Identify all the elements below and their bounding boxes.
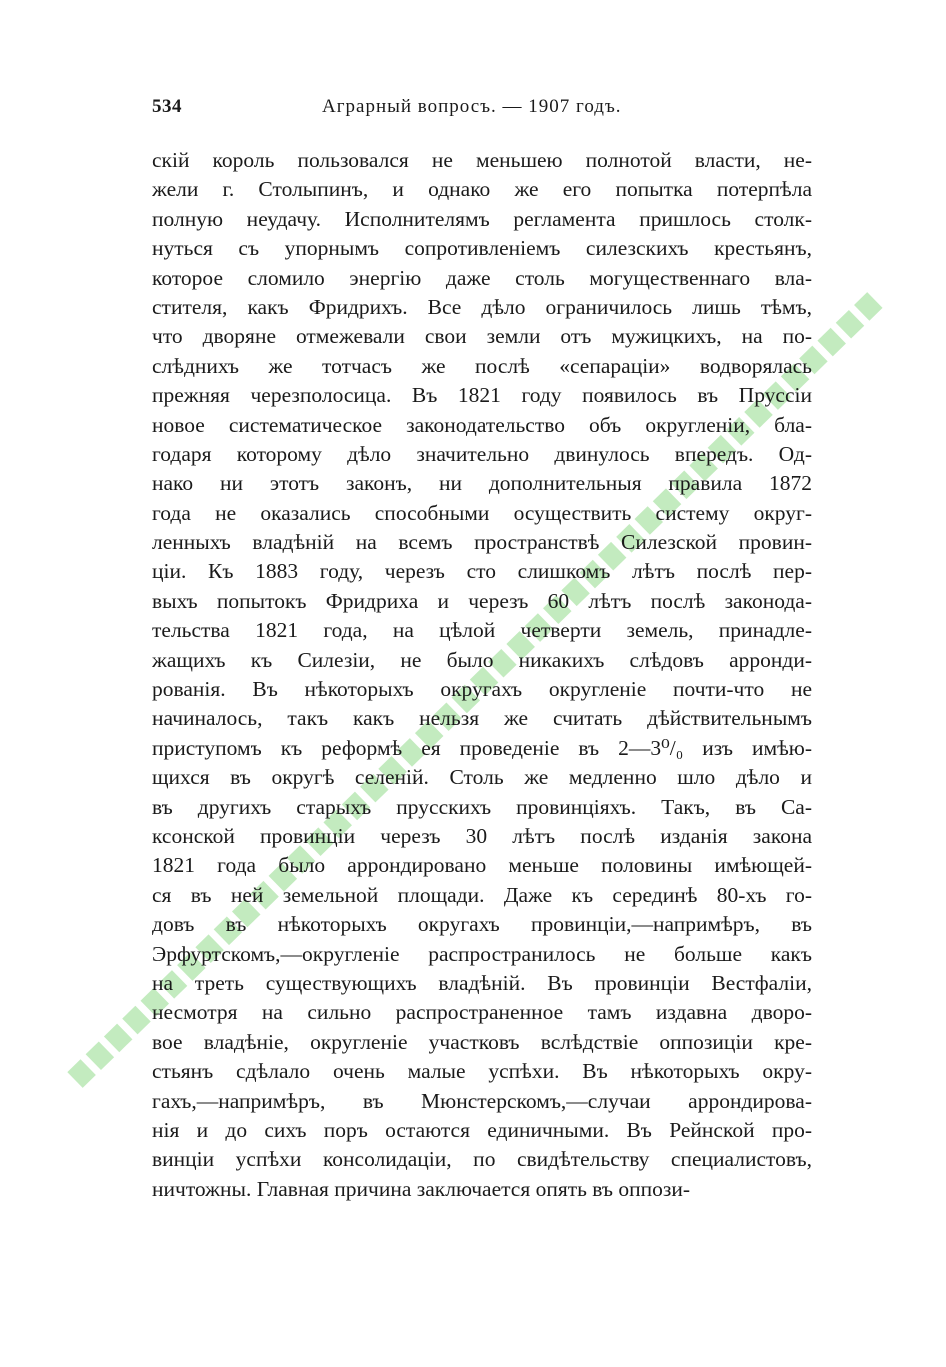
text-line: вое владѣніе, округленіе участковъ вслѣдствіе оппозиціи кре- <box>152 1029 812 1054</box>
watermark-dash <box>825 336 838 349</box>
text-line: нуться съ упорнымъ сопротивленіемъ силезскихъ крестьянъ, <box>152 236 812 261</box>
text-line: прежняя черезполосица. Въ 1821 году появилось въ Пруссіи <box>152 383 812 408</box>
text-line: стьянъ сдѣлало очень малые успѣхи. Въ нѣкоторыхъ окру- <box>152 1059 812 1084</box>
text-line: въ другихъ старыхъ прусскихъ провинціяхъ. Такъ, въ Са- <box>152 794 812 819</box>
text-line: 1821 года было аррондировано меньше половины имѣющей- <box>152 853 812 878</box>
text-line: жащихъ къ Силезіи, не было никакихъ слѣдовъ арронди- <box>152 647 812 672</box>
text-line: на треть существующихъ владѣній. Въ провинціи Вестфаліи, <box>152 970 812 995</box>
text-line: новое систематическое законодательство объ округленіи, бла- <box>152 412 812 437</box>
text-line: щихся въ округѣ селеній. Столь же медленно шло дѣло и <box>152 765 812 790</box>
text-line: полную неудачу. Исполнителямъ регламента пришлось столк- <box>152 206 812 231</box>
text-line: слѣднихъ же тотчасъ же послѣ «сепараціи» водворялась <box>152 353 812 378</box>
text-line: гахъ,—напримѣръ, въ Мюнстерскомъ,—случаи аррондирова- <box>152 1088 812 1113</box>
text-line: нако ни этотъ законъ, ни дополнительныя правила 1872 <box>152 471 812 496</box>
text-line: ничтожны. Главная причина заключается опять въ оппози- <box>152 1176 691 1201</box>
text-line: Эрфуртскомъ,—округленіе распространилось не больше какъ <box>152 941 812 966</box>
text-line: ціи. Къ 1883 году, черезъ сто слишкомъ лѣтъ послѣ пер- <box>152 559 812 584</box>
watermark-dash <box>862 300 875 313</box>
watermark-dash <box>130 1014 143 1027</box>
text-line: несмотря на сильно распространенное тамъ издавна дворо- <box>152 1000 812 1025</box>
text-line: рованія. Въ нѣкоторыхъ округахъ округленіе почти-что не <box>152 677 812 702</box>
text-line: приступомъ къ реформѣ ея проведеніе въ 2—3⁰/₀ изъ имѣю- <box>152 735 812 760</box>
text-line: начиналось, такъ какъ нельзя же считать дѣйствительнымъ <box>152 706 812 731</box>
text-line: нія и до сихъ поръ остаются единичными. Въ Рейнской про- <box>152 1117 812 1142</box>
text-line: ся въ ней земельной площади. Даже къ серединѣ 80-хъ го- <box>152 882 812 907</box>
text-line: годаря которому дѣло значительно двинулось впередъ. Од- <box>152 441 812 466</box>
page-number: 534 <box>152 96 182 117</box>
watermark-dash <box>843 318 856 331</box>
watermark-dash <box>75 1067 88 1080</box>
text-line: года не оказались способными осуществить систему округ- <box>152 500 812 525</box>
text-line: довъ въ нѣкоторыхъ округахъ провинціи,—напримѣръ, въ <box>152 912 812 937</box>
text-line: стителя, какъ Фридрихъ. Все дѣло ограничилось лишь тѣмъ, <box>152 294 812 319</box>
watermark-dash <box>112 1031 125 1044</box>
text-line: ксонской провинціи черезъ 30 лѣтъ послѣ изданія закона <box>152 823 812 848</box>
text-line: ленныхъ владѣній на всемъ пространствѣ Силезской провин- <box>152 530 812 555</box>
text-line: которое сломило энергію даже столь могущественнаго вла- <box>152 265 812 290</box>
text-line: винціи успѣхи консолидаціи, по свидѣтельству специалистовъ, <box>152 1147 812 1172</box>
text-line: что дворяне отмежевали свои земли отъ мужицкихъ, на по- <box>152 324 812 349</box>
watermark-dash <box>93 1049 106 1062</box>
text-line: жели г. Столыпинъ, и однако же его попытка потерпѣла <box>152 177 812 202</box>
body-text <box>152 146 812 1204</box>
text-line: скій король пользовался не меньшею полнотой власти, не- <box>152 148 812 172</box>
text-line: выхъ попытокъ Фридриха и черезъ 60 лѣтъ послѣ законода- <box>152 588 812 613</box>
running-title: Аграрный вопросъ. — 1907 годъ. <box>322 96 622 117</box>
text-line: тельства 1821 года, на цѣлой четверти земель, принадле- <box>152 618 812 643</box>
running-head <box>152 96 812 124</box>
